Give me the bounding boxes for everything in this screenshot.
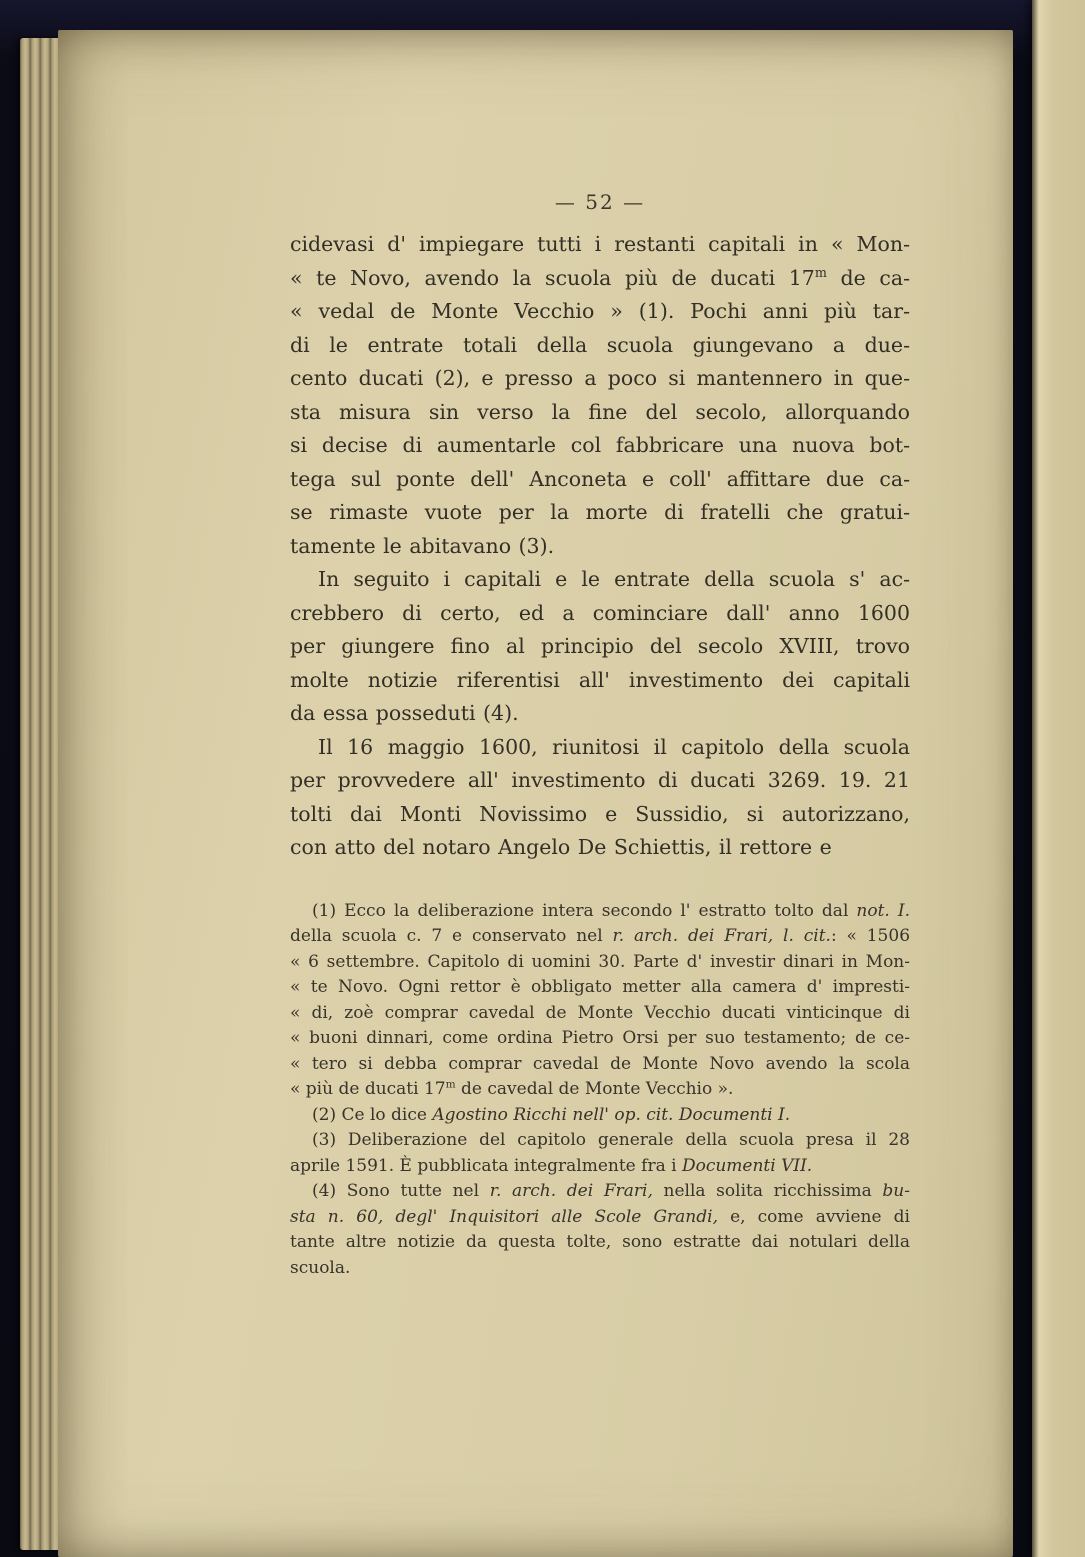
text-line: tamente le abitavano (3). (290, 533, 555, 558)
book-page (58, 30, 1013, 1557)
text-line: scuola. (290, 1257, 351, 1278)
footnote-3 (290, 1128, 910, 1179)
text-line: crebbero di certo, ed a cominciare dall' anno 1600 (290, 600, 910, 625)
text-line: tolti dai Monti Novissimo e Sussidio, si autorizzano, (290, 801, 910, 826)
footnote-2 (290, 1103, 910, 1129)
footnote-4 (290, 1179, 910, 1281)
text-line: « tero si debba comprar cavedal de Monte Novo avendo la scola (290, 1053, 910, 1074)
text-line: « te Novo, avendo la scuola più de ducati 17$^m$ de ca- (290, 264, 911, 290)
paragraph-2 (290, 563, 910, 731)
text-line: aprile 1591. È pubblicata integralmente fra i Documenti VII. (290, 1155, 813, 1176)
text-line: (3) Deliberazione del capitolo generale della scuola presa il 28 (312, 1130, 910, 1150)
footnote-1 (290, 899, 910, 1103)
text-line: sta misura sin verso la fine del secolo, allorquando (290, 399, 910, 424)
text-line: molte notizie riferentisi all' investimento dei capitali (290, 667, 910, 692)
paragraph-3 (290, 731, 910, 865)
adjacent-page-edge (1032, 0, 1085, 1557)
text-line: per giungere fino al principio del secolo XVIII, trovo (290, 634, 910, 658)
book-page-edges-left (20, 38, 60, 1550)
text-line: « di, zoè comprar cavedal de Monte Vecchio ducati vinticinque di (290, 1002, 910, 1023)
text-line: « vedal de Monte Vecchio » (1). Pochi anni più tar- (290, 299, 910, 323)
text-line: « buoni dinnari, come ordina Pietro Orsi per suo testamento; de ce- (290, 1028, 910, 1048)
text-line: (4) Sono tutte nel r. arch. dei Frari, nella solita ricchissima bu- (312, 1181, 910, 1201)
text-line: « 6 settembre. Capitolo di uomini 30. Parte d' investir dinari in Mon- (290, 951, 910, 972)
text-line: cidevasi d' impiegare tutti i restanti capitali in « Mon- (290, 232, 910, 256)
text-line: « te Novo. Ogni rettor è obbligato metter alla camera d' impresti- (290, 977, 910, 997)
page-number: — 52 — (554, 190, 646, 214)
text-line: si decise di aumentarle col fabbricare una nuova bot- (290, 433, 910, 457)
footnotes (290, 899, 910, 1282)
text-line: da essa posseduti (4). (290, 701, 519, 725)
text-line: (1) Ecco la deliberazione intera secondo l' estratto tolto dal not. I. (312, 900, 910, 921)
text-line: con atto del notaro Angelo De Schiettis, il rettore e (290, 835, 832, 859)
text-line: di le entrate totali della scuola giungevano a due- (290, 332, 910, 357)
body-text (290, 228, 910, 1281)
text-line: se rimaste vuote per la morte di fratelli che gratui- (290, 500, 910, 524)
text-line: per provvedere all' investimento di ducati 3269. 19. 21 (290, 768, 910, 792)
text-line: (2) Ce lo dice Agostino Ricchi nell' op. cit. Documenti I. (312, 1104, 791, 1125)
paragraph-1 (290, 228, 910, 563)
text-line: cento ducati (2), e presso a poco si mantennero in que- (290, 366, 910, 390)
text-line: In seguito i capitali e le entrate della scuola s' ac- (318, 567, 910, 591)
text-line: tega sul ponte dell' Anconeta e coll' affittare due ca- (290, 466, 910, 491)
text-line: sta n. 60, degl' Inquisitori alle Scole Grandi, e, come avviene di (290, 1206, 910, 1227)
text-line: Il 16 maggio 1600, riunitosi il capitolo della scuola (318, 734, 910, 759)
text-line: tante altre notizie da questa tolte, sono estratte dai notulari della (290, 1232, 910, 1252)
text-line: della scuola c. 7 e conservato nel r. arch. dei Frari, l. cit.: « 1506 (290, 926, 911, 946)
text-line: « più de ducati 17$^m$ de cavedal de Monte Vecchio ». (290, 1078, 734, 1099)
